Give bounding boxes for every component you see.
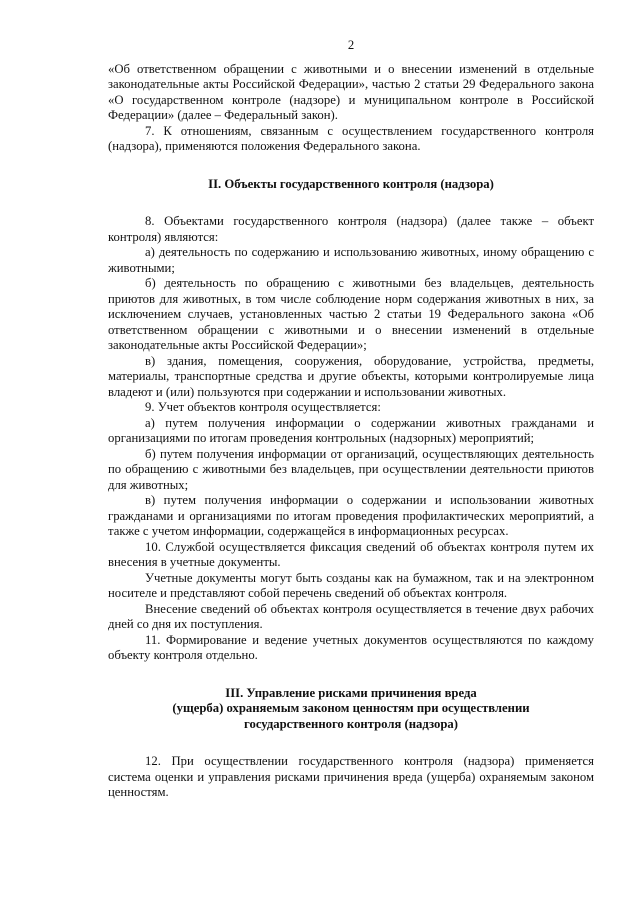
paragraph-8v: в) здания, помещения, сооружения, оборудование, устройства, предметы, материалы, транспортные средства и другие объекты, которыми контролируемые лица владеют и (или) пользуются при содержании и использовании животных. (108, 353, 594, 399)
paragraph-12: 12. При осуществлении государственного контроля (надзора) применяется система оценки и управления рисками причинения вреда (ущерба) охраняемым законом ценностям. (108, 754, 594, 799)
paragraph-7: 7. К отношениям, связанным с осуществлением государственного контроля (надзора), применяются положения Федерального закона. (108, 123, 594, 153)
paragraph-9a: а) путем получения информации о содержании животных гражданами и организациями по итогам проведения контрольных (надзорных) мероприятий; (108, 415, 594, 445)
paragraph-11: 11. Формирование и ведение учетных документов осуществляются по каждому объекту контроля отдельно. (108, 632, 594, 662)
section-2-heading: II. Объекты государственного контроля (надзора) (208, 176, 494, 191)
page-number: 2 (347, 38, 355, 52)
paragraph-continuation: «Об ответственном обращении с животными и о внесении изменений в отдельные законодательные акты Российской Федерации», частью 2 статьи 29 Федерального закона «О государственном контроле (надзоре) и муниципальном контроле в Российской Федерации» (далее – Федеральный закон). (108, 61, 594, 122)
paragraph-10-entry-deadline: Внесение сведений об объектах контроля осуществляется в течение двух рабочих дней со дня их поступления. (108, 601, 594, 631)
section-3-heading-line-2: (ущерба) охраняемым законом ценностям при осуществлении (172, 701, 530, 715)
paragraph-10-accounting-docs: Учетные документы могут быть созданы как на бумажном, так и на электронном носителе и представляют собой перечень сведений об объектах контроля. (108, 570, 594, 600)
paragraph-8a: а) деятельность по содержанию и использованию животных, иному обращению с животными; (108, 245, 594, 275)
paragraph-8b: б) деятельность по обращению с животными без владельцев, деятельность приютов для животных, в том числе соблюдение норм содержания животных в них, за исключением случаев, установленных частью 2 статьи 19 Федерального закона «Об ответственном обращении с животными и о внесении изменений в отдельные законодательные акты Российской Федерации»; (108, 276, 594, 352)
paragraph-8: 8. Объектами государственного контроля (надзора) (далее также – объект контроля) являются: (108, 214, 594, 244)
paragraph-9b: б) путем получения информации от организаций, осуществляющих деятельность по обращению с животными без владельцев, при осуществлении деятельности приютов для животных; (108, 446, 594, 492)
paragraph-10: 10. Службой осуществляется фиксация сведений об объектах контроля путем их внесения в учетные документы. (108, 539, 594, 569)
paragraph-9v: в) путем получения информации о содержании и использовании животных гражданами и организациями по итогам проведения профилактических мероприятий, а также с учетом информации, содержащейся в информационных ресурсах. (108, 493, 594, 538)
section-3-heading-line-3: государственного контроля (надзора) (244, 716, 458, 731)
section-3-heading-line-1: III. Управление рисками причинения вреда (225, 685, 477, 700)
paragraph-9: 9. Учет объектов контроля осуществляется: (145, 400, 381, 414)
section-3-heading (108, 686, 594, 733)
